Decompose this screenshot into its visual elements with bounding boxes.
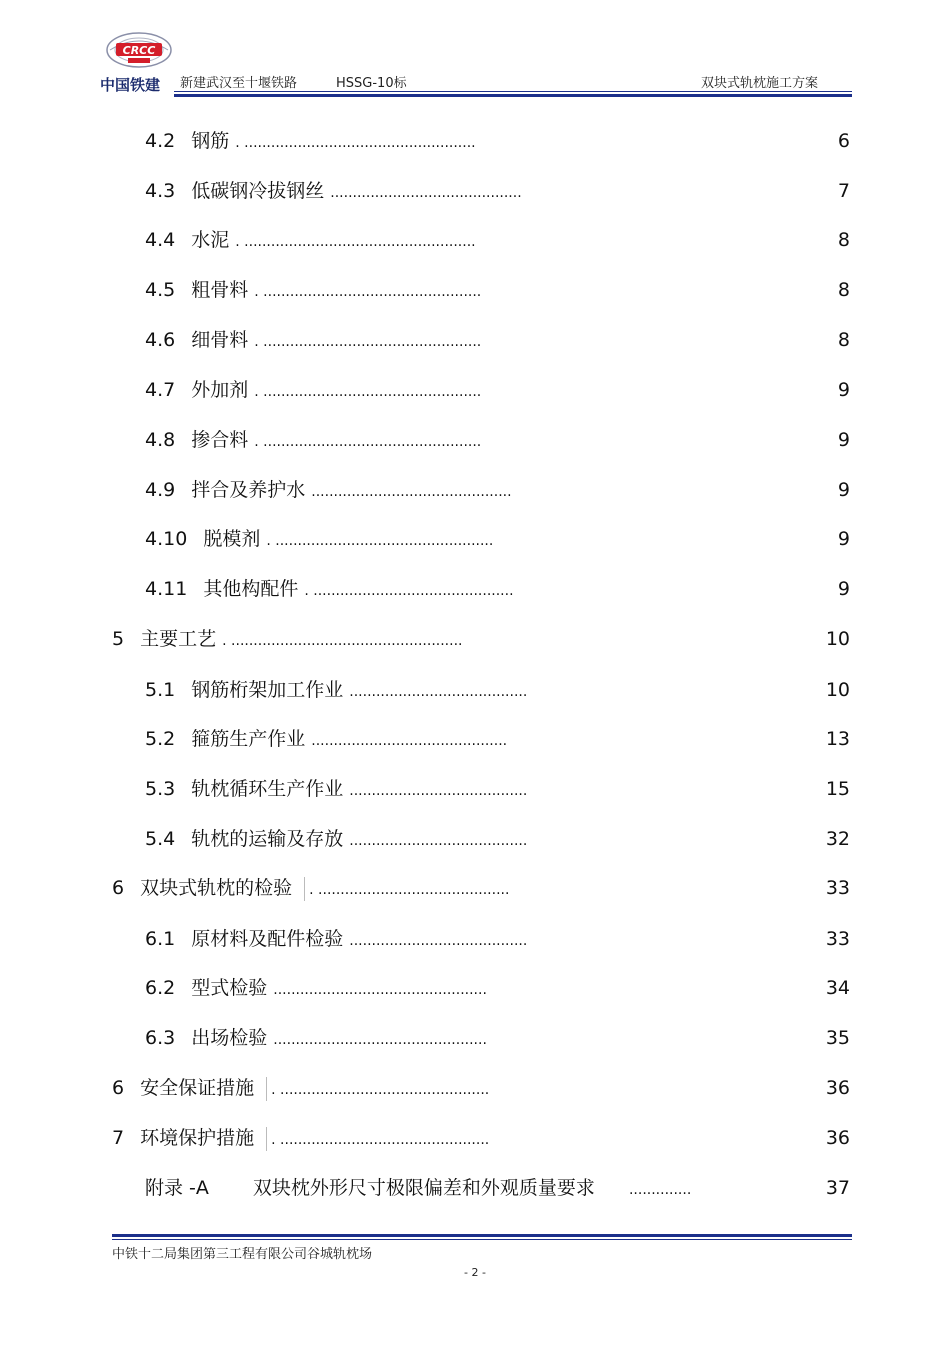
toc-entry-number: 5.1 (145, 679, 176, 701)
toc-entry-leader: . .................................................... (222, 633, 463, 649)
toc-entry-leader: . ........................................... (309, 882, 510, 898)
footer-company: 中铁十二局集团第三工程有限公司谷城轨枕场 (112, 1247, 373, 1262)
toc-entry-title: 双块式轨枕的检验 (140, 877, 293, 899)
toc-entry-number: 附录 -A (145, 1177, 209, 1199)
page-header (100, 30, 852, 100)
toc-entry-label (145, 275, 481, 307)
toc-entry-page: 9 (837, 578, 850, 600)
toc-entry-title: 其他构配件 (203, 578, 299, 600)
toc-entry-label (145, 425, 481, 457)
toc-entry-number: 5.3 (145, 778, 176, 800)
toc-entry[interactable] (0, 1123, 950, 1153)
toc-entry-leader: ........................................ (349, 783, 528, 799)
toc-entry-leader: ............................................. (311, 484, 512, 500)
toc-entry-title: 细骨料 (191, 329, 249, 351)
footer-divider-thick (112, 1234, 852, 1237)
toc-entry-label (145, 375, 481, 407)
toc-entry-number: 4.8 (145, 429, 176, 451)
toc-entry-title: 外加剂 (191, 379, 249, 401)
toc-entry-page: 9 (837, 429, 850, 451)
toc-entry-leader: . ................................................. (266, 533, 494, 549)
toc-entry-leader: ............................................ (311, 733, 508, 749)
toc-entry-number: 6.3 (145, 1027, 176, 1049)
toc-entry[interactable] (0, 824, 950, 854)
toc-entry[interactable] (0, 126, 950, 156)
text-cursor-mark (266, 1127, 267, 1151)
toc-entry-page: 37 (825, 1177, 850, 1199)
toc-entry[interactable] (0, 176, 950, 206)
toc-entry-label (145, 724, 507, 756)
toc-entry[interactable] (0, 973, 950, 1003)
toc-entry-label (145, 475, 512, 507)
toc-entry-page: 6 (837, 130, 850, 152)
toc-entry-leader: . ............................................... (271, 1132, 490, 1148)
toc-entry-label (145, 824, 527, 856)
toc-entry-number: 6.2 (145, 977, 176, 999)
toc-entry-page: 9 (837, 479, 850, 501)
toc-entry-title: 环境保护措施 (140, 1127, 255, 1149)
toc-entry-leader: . ................................................. (254, 284, 482, 300)
toc-entry-label (145, 675, 527, 707)
toc-entry-leader: . ................................................. (254, 334, 482, 350)
toc-entry-leader: . ............................................. (304, 583, 514, 599)
toc-entry-leader: ................................................ (273, 982, 487, 998)
toc-entry-leader: . ................................................. (254, 384, 482, 400)
toc-entry-leader: .............. (628, 1182, 692, 1198)
toc-entry-label (112, 624, 462, 656)
toc-entry-label (145, 1173, 691, 1205)
toc-entry[interactable] (0, 425, 950, 455)
toc-entry-leader: . ................................................. (254, 434, 482, 450)
toc-entry-title: 原材料及配件检验 (191, 928, 344, 950)
text-cursor-mark (304, 877, 305, 901)
toc-entry-number: 6 (112, 877, 125, 899)
toc-entry[interactable] (0, 774, 950, 804)
toc-entry-page: 8 (837, 279, 850, 301)
toc-entry-label (145, 973, 487, 1005)
toc-entry-label (145, 126, 476, 158)
toc-entry-title: 安全保证措施 (140, 1077, 255, 1099)
toc-entry-title: 粗骨料 (191, 279, 249, 301)
toc-entry-leader: . ............................................... (271, 1082, 490, 1098)
toc-entry-number: 4.10 (145, 528, 188, 550)
toc-entry[interactable] (0, 924, 950, 954)
toc-entry-page: 15 (825, 778, 850, 800)
toc-entry-number: 4.2 (145, 130, 176, 152)
toc-entry-page: 8 (837, 229, 850, 251)
toc-entry-label (112, 1123, 489, 1155)
toc-entry-page: 8 (837, 329, 850, 351)
toc-entry-title: 主要工艺 (140, 628, 217, 650)
toc-entry-label (145, 1023, 487, 1055)
toc-entry-page: 33 (825, 877, 850, 899)
header-doc-title: 双块式轨枕施工方案 (700, 76, 818, 91)
page-number: - 2 - (464, 1266, 486, 1279)
toc-entry-title: 钢筋 (191, 130, 230, 152)
toc-entry-label (145, 325, 481, 357)
toc-entry-number: 6 (112, 1077, 125, 1099)
toc-entry-title: 出场检验 (191, 1027, 268, 1049)
toc-entry[interactable] (0, 574, 950, 604)
toc-entry-page: 9 (837, 379, 850, 401)
header-section: HSSG-10标 (336, 76, 407, 91)
toc-entry-number: 4.6 (145, 329, 176, 351)
toc-entry[interactable] (0, 275, 950, 305)
crcc-logo-icon (104, 30, 174, 74)
toc-entry-page: 10 (825, 628, 850, 650)
text-cursor-mark (266, 1077, 267, 1101)
toc-entry-number: 4.3 (145, 180, 176, 202)
toc-entry-leader: ........................................ (349, 933, 528, 949)
toc-entry-title: 水泥 (191, 229, 230, 251)
toc-entry-label (112, 873, 509, 905)
toc-entry-title: 箍筋生产作业 (191, 728, 306, 750)
header-divider (174, 91, 852, 92)
toc-entry-page: 36 (825, 1127, 850, 1149)
toc-entry-page: 10 (825, 679, 850, 701)
toc-entry-page: 13 (825, 728, 850, 750)
toc-entry[interactable] (0, 1023, 950, 1053)
toc-entry-label (145, 524, 493, 556)
toc-entry-label (145, 774, 527, 806)
toc-entry-title: 型式检验 (191, 977, 268, 999)
toc-entry-title: 轨枕循环生产作业 (191, 778, 344, 800)
crcc-logo (100, 30, 178, 96)
toc-entry[interactable] (0, 1173, 950, 1203)
logo-text: 中国铁建 (100, 76, 161, 94)
toc-entry-number: 7 (112, 1127, 125, 1149)
toc-entry[interactable] (0, 675, 950, 705)
toc-entry-title: 掺合料 (191, 429, 249, 451)
toc-entry-number: 4.11 (145, 578, 188, 600)
toc-entry[interactable] (0, 724, 950, 754)
toc-entry-title: 钢筋桁架加工作业 (191, 679, 344, 701)
logo-mark-text: CRCC (122, 44, 156, 57)
toc-entry-number: 4.9 (145, 479, 176, 501)
toc-entry-page: 7 (837, 180, 850, 202)
toc-entry[interactable] (0, 325, 950, 355)
toc-entry[interactable] (0, 1073, 950, 1103)
toc-entry-number: 5.4 (145, 828, 176, 850)
toc-entry-title: 轨枕的运输及存放 (191, 828, 344, 850)
header-divider-thick (174, 94, 852, 97)
toc-entry-number: 4.4 (145, 229, 176, 251)
footer-divider (112, 1239, 852, 1240)
toc-entry-label (112, 1073, 489, 1105)
toc-entry-leader: ........................................ (349, 684, 528, 700)
toc-entry-label (145, 176, 522, 208)
toc-entry-leader: ................................................ (273, 1032, 487, 1048)
toc-entry-title: 低碳钢冷拔钢丝 (191, 180, 325, 202)
header-project: 新建武汉至十堰铁路 (180, 76, 298, 91)
toc-entry-leader: ........................................ (349, 833, 528, 849)
toc-entry-number: 4.5 (145, 279, 176, 301)
toc-entry-number: 5 (112, 628, 125, 650)
toc-entry-page: 36 (825, 1077, 850, 1099)
toc-entry-leader: . .................................................... (235, 135, 476, 151)
toc-entry-leader: ........................................... (330, 185, 522, 201)
toc-entry-label (145, 924, 527, 956)
toc-entry[interactable] (0, 375, 950, 405)
toc-entry-label (145, 225, 476, 257)
toc-entry-number: 5.2 (145, 728, 176, 750)
toc-entry[interactable] (0, 225, 950, 255)
toc-entry-leader: . .................................................... (235, 234, 476, 250)
toc-entry[interactable] (0, 873, 950, 903)
toc-entry-title: 双块枕外形尺寸极限偏差和外观质量要求 (252, 1177, 595, 1199)
toc-entry[interactable] (0, 475, 950, 505)
toc-entry-title: 拌合及养护水 (191, 479, 306, 501)
toc-entry-page: 32 (825, 828, 850, 850)
toc-entry-page: 34 (825, 977, 850, 999)
toc-entry[interactable] (0, 524, 950, 554)
toc-entry-page: 35 (825, 1027, 850, 1049)
toc-entry[interactable] (0, 624, 950, 654)
toc-entry-label (145, 574, 514, 606)
toc-entry-number: 4.7 (145, 379, 176, 401)
toc-entry-number: 6.1 (145, 928, 176, 950)
toc-entry-page: 9 (837, 528, 850, 550)
toc-entry-page: 33 (825, 928, 850, 950)
toc-entry-title: 脱模剂 (203, 528, 261, 550)
